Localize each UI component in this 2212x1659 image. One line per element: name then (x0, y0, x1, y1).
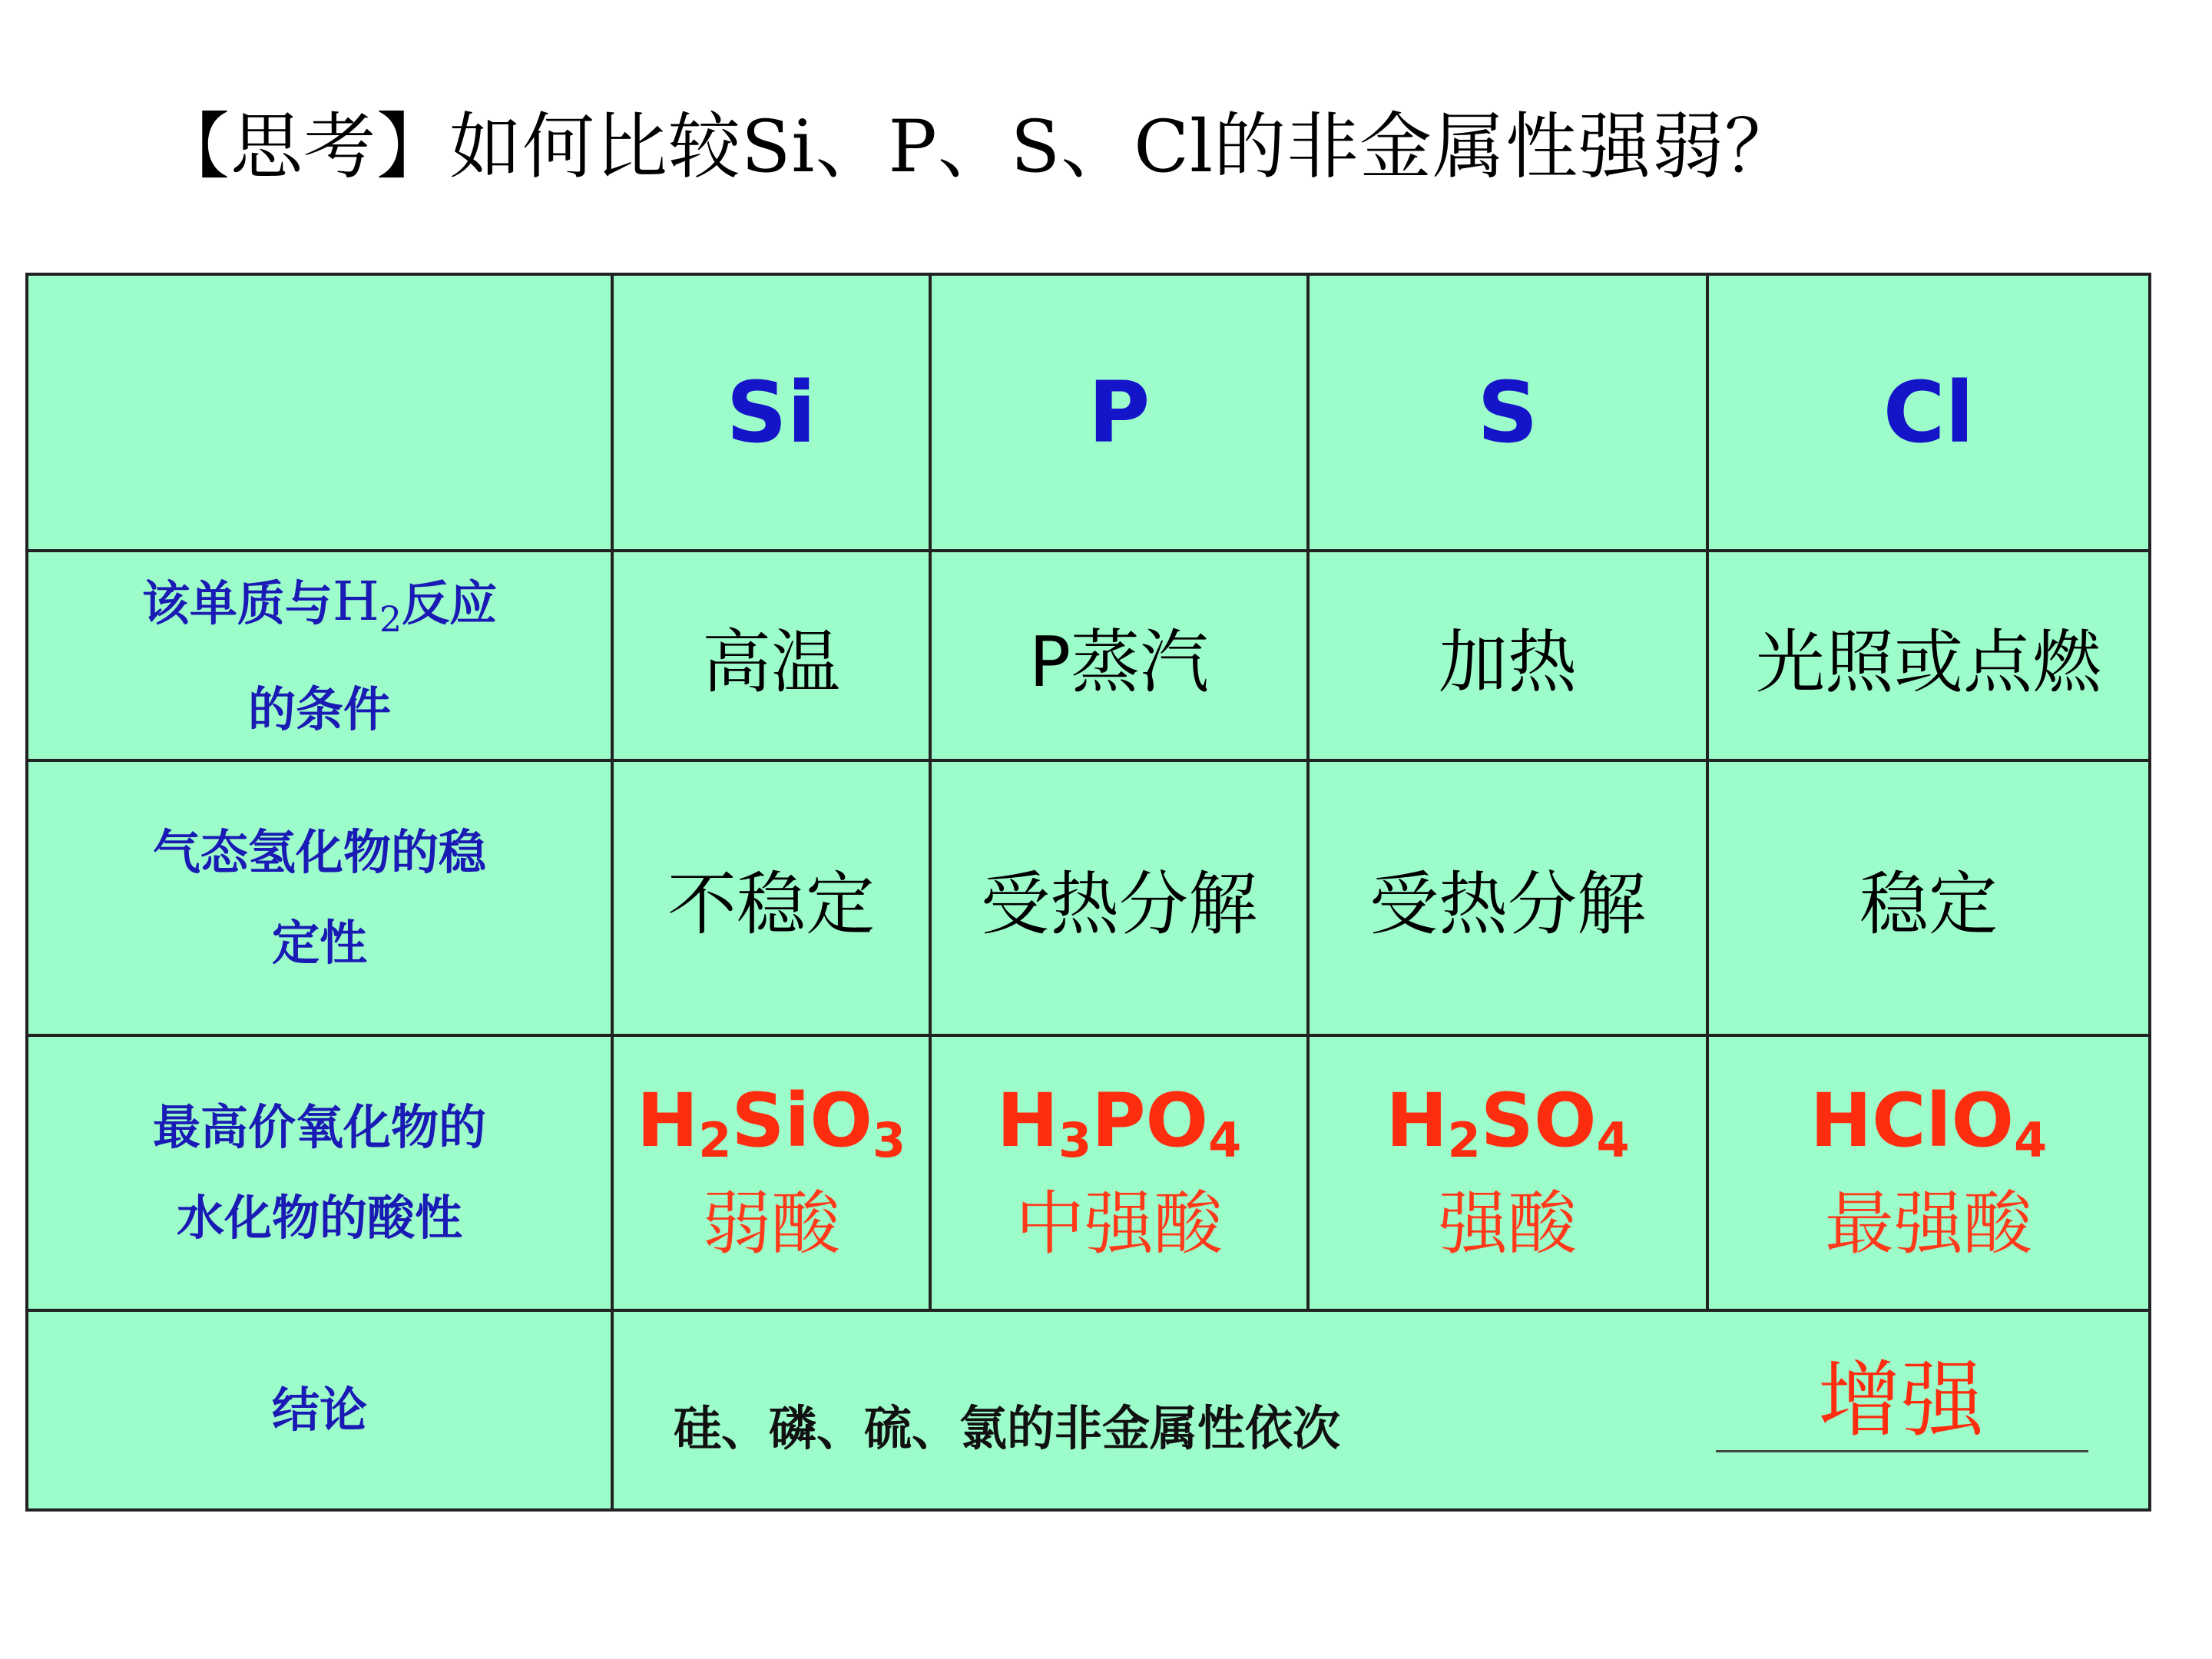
row-header-acidity-line2: 水化物的酸性 (176, 1190, 462, 1246)
row-header-reaction-line1: 该单质与$H_2$反应 (141, 570, 498, 640)
stability-row (27, 760, 2150, 1035)
acid-formula-p: $H_3PO_4$ (996, 1078, 1242, 1168)
reaction-cell-s: 加热 (1308, 551, 1707, 760)
acid-formula-s: $H_2SO_4$ (1386, 1078, 1630, 1168)
column-header-cl: Cl (1707, 274, 2150, 551)
acid-label-cl: 最强酸 (1825, 1184, 2032, 1264)
row-header-acidity (27, 1035, 612, 1310)
row-header-reaction (27, 551, 612, 760)
stability-cell-si: 不稳定 (612, 760, 930, 1035)
acid-label-p: 中强酸 (1015, 1184, 1223, 1264)
stability-cell-cl: 稳定 (1707, 760, 2150, 1035)
acidity-cell-si (612, 1035, 930, 1310)
column-header-p: P (930, 274, 1308, 551)
row-header-reaction-line2: 的条件 (247, 681, 391, 737)
conclusion-cell (612, 1310, 2150, 1510)
stability-cell-s: 受热分解 (1308, 760, 1707, 1035)
acid-formula-cl: HClO$_4$ (1810, 1078, 2048, 1168)
column-header-si: Si (612, 274, 930, 551)
acidity-cell-p (930, 1035, 1308, 1310)
reaction-condition-row (27, 551, 2150, 760)
header-row (27, 274, 2150, 551)
acid-formula-si: $H_2SiO_3$ (636, 1078, 906, 1168)
reaction-cell-cl: 光照或点燃 (1707, 551, 2150, 760)
column-header-s: S (1308, 274, 1707, 551)
row-header-conclusion: 结论 (27, 1310, 612, 1510)
stability-cell-p: 受热分解 (930, 760, 1308, 1035)
acid-label-si: 弱酸 (702, 1184, 840, 1264)
reaction-cell-si: 高温 (612, 551, 930, 760)
row-header-stability (27, 760, 612, 1035)
conclusion-row (27, 1310, 2150, 1510)
page-title: 【思考】如何比较Si、P、S、Cl的非金属性强弱？ (157, 105, 1798, 189)
row-header-acidity-line1: 最高价氧化物的 (152, 1099, 486, 1155)
acid-label-s: 强酸 (1439, 1184, 1577, 1264)
row-header-stability-line1: 气态氢化物的稳 (152, 824, 486, 880)
acidity-row (27, 1035, 2150, 1310)
conclusion-text: 硅、磷、硫、氯的非金属性依次 (674, 1400, 1341, 1456)
conclusion-answer: 增强 (1818, 1353, 1985, 1449)
row-header-stability-line2: 定性 (271, 915, 367, 971)
acidity-cell-cl (1707, 1035, 2150, 1310)
corner-cell (27, 274, 612, 551)
reaction-cell-p: P蒸汽 (930, 551, 1308, 760)
comparison-table (25, 273, 2151, 1512)
acidity-cell-s (1308, 1035, 1707, 1310)
